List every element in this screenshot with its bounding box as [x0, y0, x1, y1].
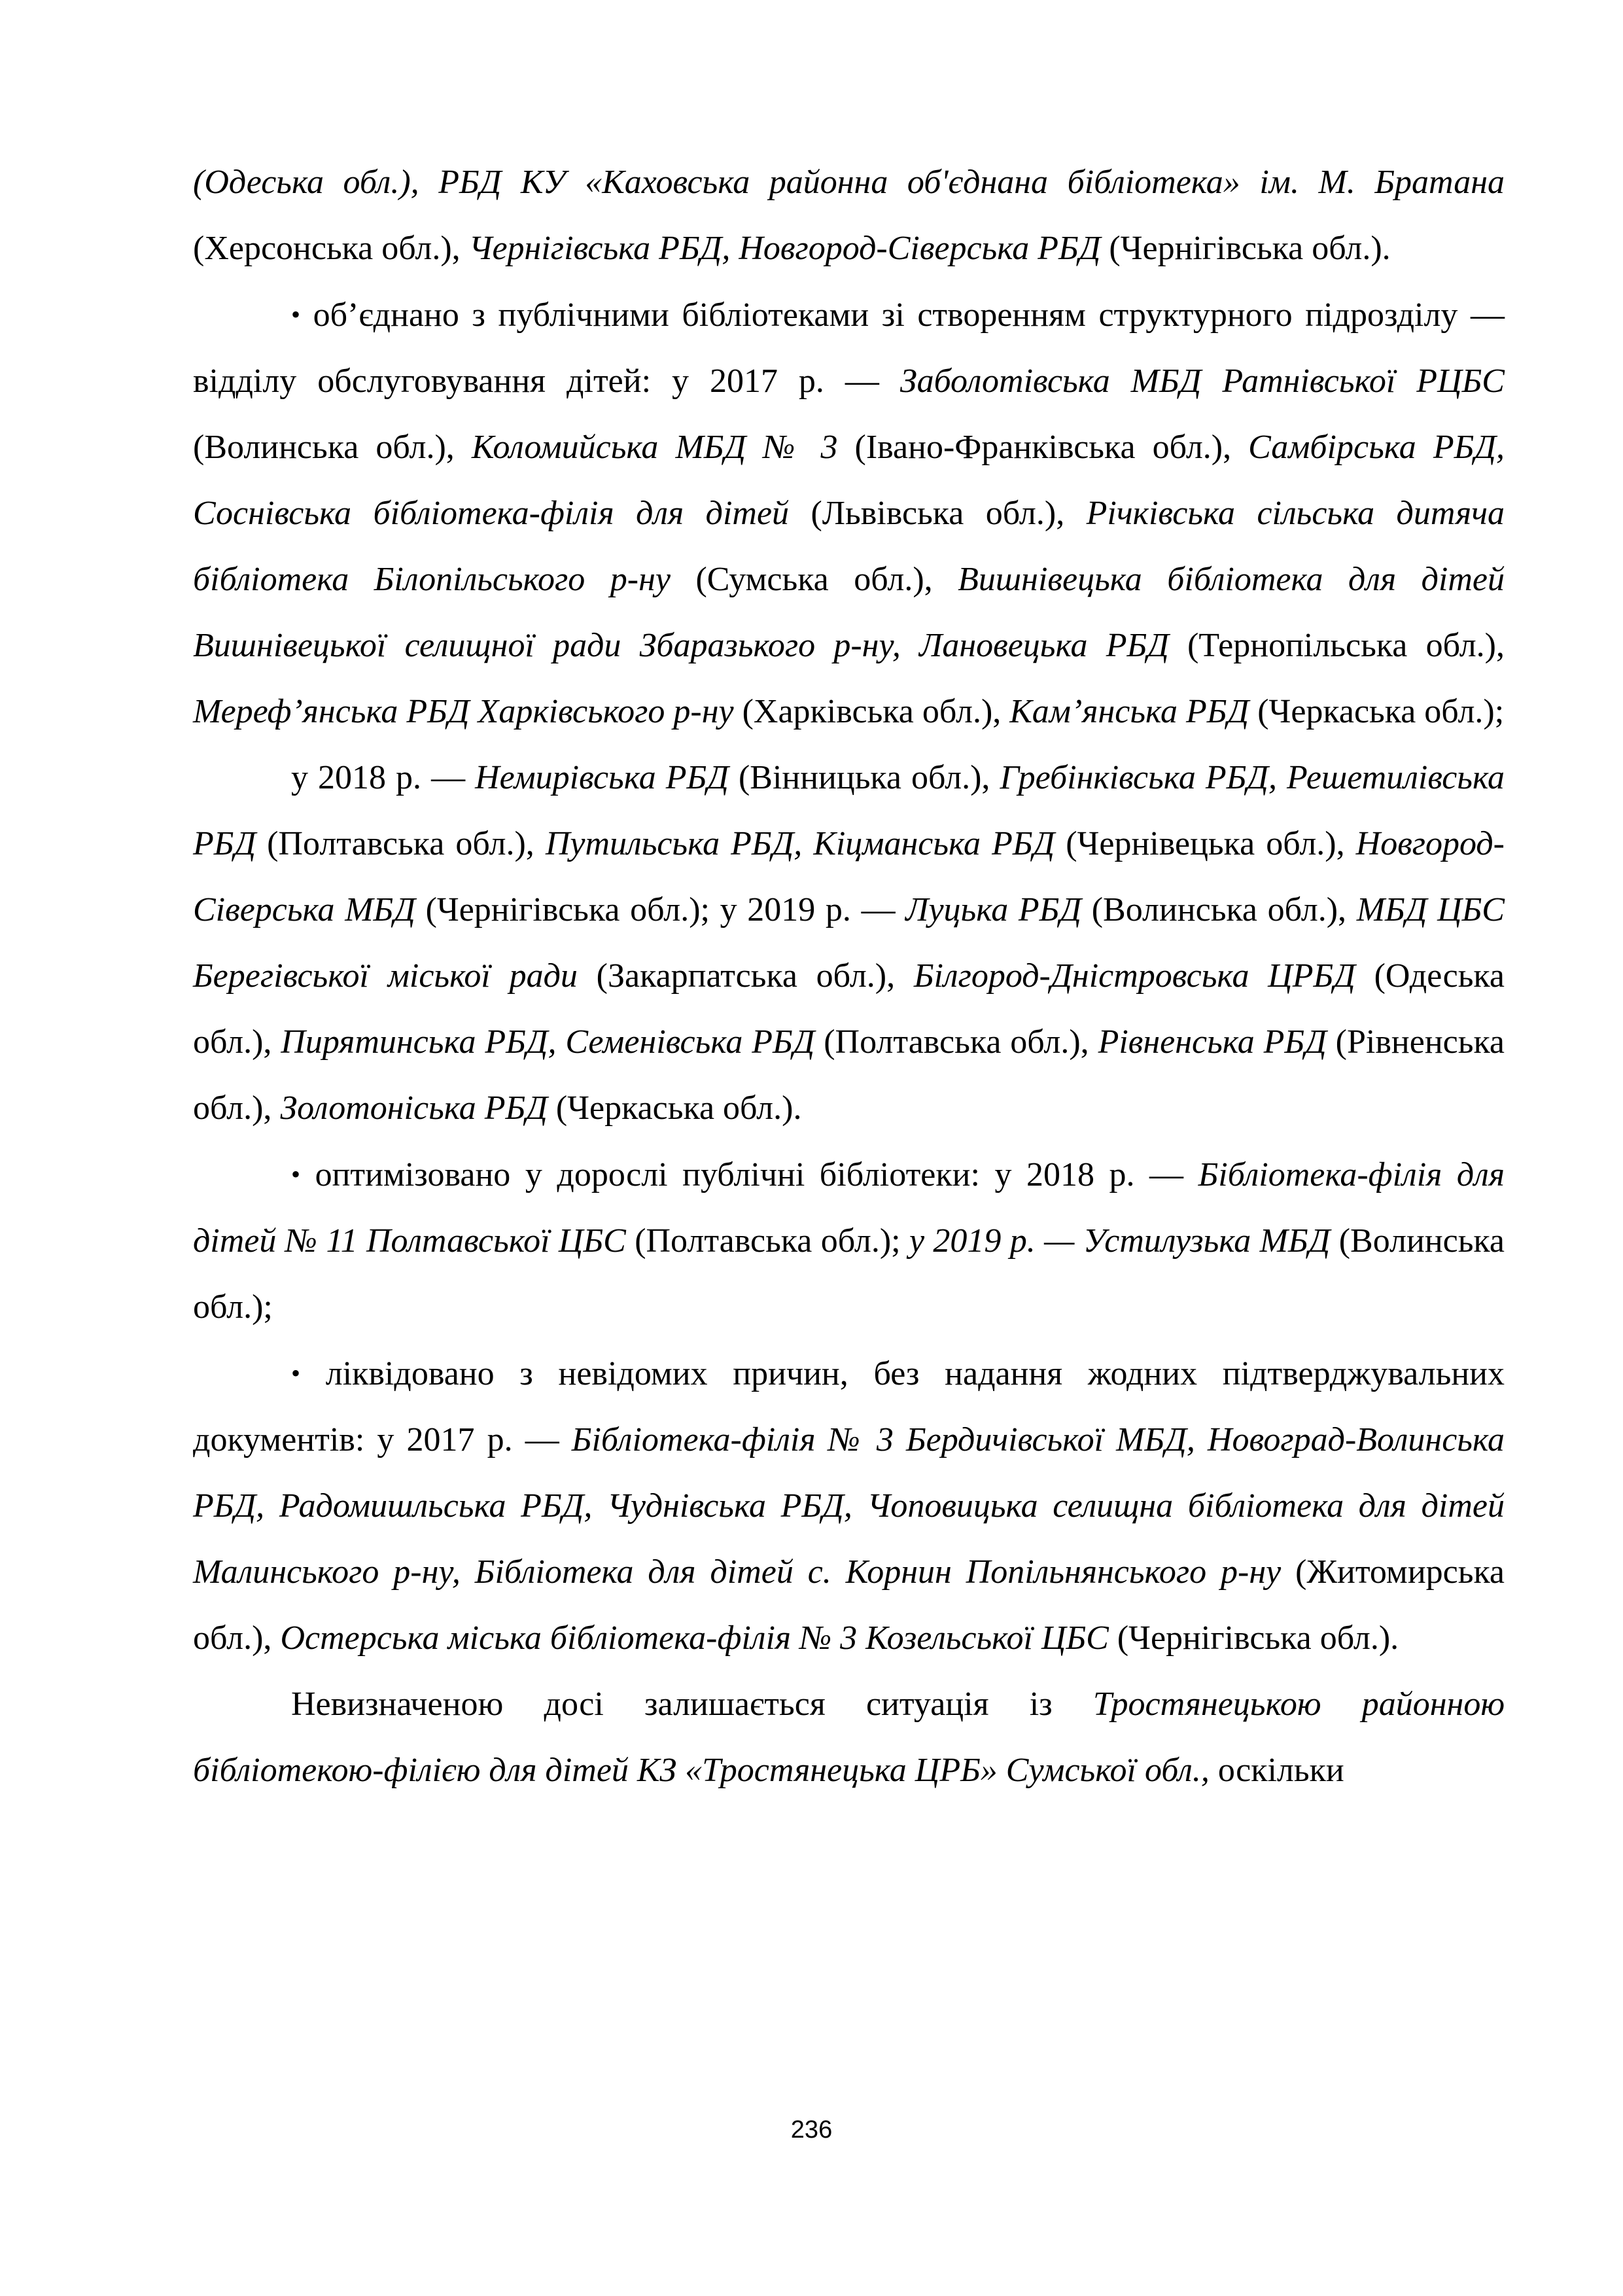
italic-text: Коломийська МБД № 3 [471, 429, 838, 466]
text-segment: (Івано-Франківська обл.), [837, 429, 1249, 466]
text-segment: (Волинська обл.), [1081, 891, 1357, 928]
italic-text: МБД ЦБС Берегівської міської ради [193, 891, 1505, 995]
text-segment: (Черкаська обл.); [1249, 693, 1505, 730]
italic-text: Остерська міська бібліотека-філія № 3 Козельської ЦБС [280, 1619, 1109, 1657]
italic-text: Гребінківська РБД, Решетилівська РБД [193, 759, 1505, 862]
text-segment: (Полтавська обл.), [256, 825, 546, 862]
paragraph [193, 1671, 1505, 1803]
italic-text: Бібліотека-філія для дітей № 11 Полтавської ЦБС [193, 1156, 1505, 1260]
text-segment: оскільки [1209, 1752, 1344, 1789]
italic-text: Самбірська РБД, Соснівська бібліотека-філія для дітей [193, 429, 1505, 532]
italic-text: Кам’янська РБД [1009, 693, 1249, 730]
italic-text: Немирівська РБД [475, 759, 729, 796]
text-segment: (Вінницька обл.), [728, 759, 1000, 796]
text-segment: (Полтавська обл.), [814, 1023, 1098, 1061]
text-segment: Невизначеною досі залишається ситуація із [291, 1686, 1093, 1723]
italic-text: Мереф’янська РБД Харківського р-ну [193, 693, 734, 730]
italic-text: Чернігівська РБД, Новгород-Сіверська РБД [468, 230, 1101, 267]
document-page [193, 149, 1505, 2151]
bullet-icon: • [291, 300, 301, 329]
text-segment: (Полтавська обл.); [625, 1222, 909, 1260]
bullet-paragraph [193, 1340, 1505, 1671]
italic-text: у 2019 р. — Устилузька МБД [909, 1222, 1331, 1260]
italic-text: Бібліотека-філія № 3 Бердичівської МБД, Новоград-Волинська РБД, Радомишльська РБД, Чуднівська РБД, Чоповицька селищна бібліотека для дітей Малинського р-ну, Бібліотека для дітей с. Корнин Попільнянського р-ну [193, 1421, 1505, 1591]
page-number: 236 [790, 2116, 833, 2144]
italic-text: Пирятинська РБД, Семенівська РБД [281, 1023, 815, 1061]
text-segment: (Черкаська обл.). [547, 1089, 802, 1127]
italic-text: Золотоніська РБД [280, 1089, 548, 1127]
italic-text: Вишнівецька бібліотека для дітей Вишнівецької селищної ради Збаразького р-ну, Лановецька РБД [193, 561, 1505, 664]
text-segment: (Чернігівська обл.); у 2019 р. — [415, 891, 906, 928]
text-segment: ліквідовано з невідомих причин, без надання жодних підтверджувальних документів: у 2017 р. — [193, 1355, 1505, 1458]
italic-text: Тростянецькою районною бібліотекою-філією для дітей КЗ «Тростянецька ЦРБ» Сумської обл., [193, 1686, 1505, 1789]
text-segment: (Чернігівська обл.). [1108, 1619, 1399, 1657]
paragraph [193, 149, 1505, 281]
italic-text: (Одеська обл.), РБД КУ «Каховська районна об'єднана бібліотека» ім. М. Братана [193, 164, 1505, 201]
italic-text: Путильська РБД, Кіцманська РБД [545, 825, 1055, 862]
italic-text: Луцька РБД [905, 891, 1082, 928]
body-text [193, 149, 1505, 1803]
italic-text: Новгород-Сіверська МБД [193, 825, 1505, 928]
paragraph [193, 745, 1505, 1141]
text-segment: (Волинська обл.), [193, 429, 472, 466]
text-segment: (Житомирська обл.), [193, 1553, 1505, 1657]
text-segment: (Рівненська обл.), [193, 1023, 1505, 1127]
italic-text: Білгород-Дністровська ЦРБД [913, 957, 1355, 995]
text-segment: об’єднано з публічними бібліотеками зі створенням структурного підрозділу — відділу обслуговування дітей: у 2017 р. — [193, 296, 1505, 400]
bullet-icon: • [291, 1358, 301, 1388]
text-segment: оптимізовано у дорослі публічні бібліотеки: у 2018 р. — [315, 1156, 1198, 1193]
text-segment: (Сумська обл.), [671, 561, 958, 598]
text-segment: (Львівська обл.), [789, 495, 1087, 532]
text-segment: (Чернівецька обл.), [1055, 825, 1356, 862]
text-segment: (Чернігівська обл.). [1100, 230, 1391, 267]
italic-text: Рівненська РБД [1098, 1023, 1327, 1061]
bullet-paragraph [193, 281, 1505, 745]
text-segment: (Херсонська обл.), [193, 230, 469, 267]
text-segment: (Тернопільська обл.), [1168, 627, 1505, 664]
bullet-icon: • [291, 1159, 301, 1189]
text-segment: (Волинська обл.); [193, 1222, 1505, 1326]
text-segment: (Одеська обл.), [193, 957, 1505, 1061]
italic-text: Річківська сільська дитяча бібліотека Білопільського р-ну [193, 495, 1505, 598]
text-segment: (Харківська обл.), [733, 693, 1010, 730]
italic-text: Заболотівська МБД Ратнівської РЦБС [899, 362, 1505, 400]
bullet-paragraph [193, 1141, 1505, 1340]
text-segment: (Закарпатська обл.), [577, 957, 914, 995]
text-segment: у 2018 р. — [291, 759, 476, 796]
